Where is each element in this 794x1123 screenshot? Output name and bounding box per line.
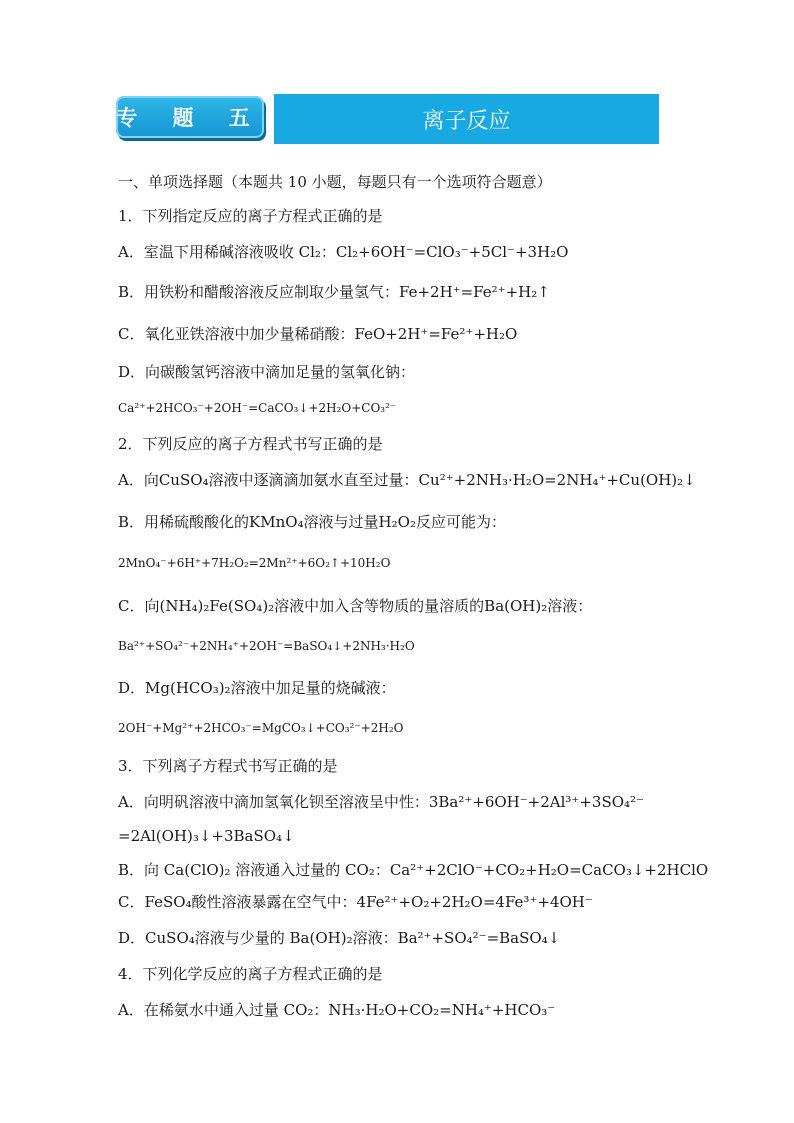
text-line: 4．下列化学反应的离子方程式正确的是 [118, 965, 383, 983]
chapter-badge: 专 题 五 [116, 96, 264, 138]
text-line: A．在稀氨水中通入过量 CO₂：NH₃·H₂O+CO₂=NH₄⁺+HCO₃⁻ [118, 1001, 556, 1019]
text-line: C．FeSO₄酸性溶液暴露在空气中：4Fe²⁺+O₂+2H₂O=4Fe³⁺+4OH⁻ [118, 893, 593, 911]
text-line: D．Mg(HCO₃)₂溶液中加足量的烧碱液： [118, 679, 396, 697]
equation-line: 2OH⁻+Mg²⁺+2HCO₃⁻=MgCO₃↓+CO₃²⁻+2H₂O [118, 721, 404, 735]
text-line: C．向(NH₄)₂Fe(SO₄)₂溶液中加入含等物质的量溶质的Ba(OH)₂溶液： [118, 597, 593, 615]
text-line: C．氧化亚铁溶液中加少量稀硝酸：FeO+2H⁺=Fe²⁺+H₂O [118, 325, 518, 343]
text-line: 一、单项选择题（本题共 10 小题，每题只有一个选项符合题意） [118, 173, 552, 191]
text-line: 1．下列指定反应的离子方程式正确的是 [118, 207, 383, 225]
text-line: A．向CuSO₄溶液中逐滴滴加氨水直至过量：Cu²⁺+2NH₃·H₂O=2NH₄⁺+Cu(OH)₂↓ [118, 471, 696, 489]
equation-line: Ca²⁺+2HCO₃⁻+2OH⁻=CaCO₃↓+2H₂O+CO₃²⁻ [118, 401, 397, 415]
chapter-header [116, 94, 659, 144]
text-line: =2Al(OH)₃↓+3BaSO₄↓ [118, 827, 295, 845]
text-line: B．向 Ca(ClO)₂ 溶液通入过量的 CO₂：Ca²⁺+2ClO⁻+CO₂+H₂O=CaCO₃↓+2HClO [118, 861, 709, 879]
text-line: 3．下列离子方程式书写正确的是 [118, 757, 338, 775]
equation-line: Ba²⁺+SO₄²⁻+2NH₄⁺+2OH⁻=BaSO₄↓+2NH₃·H₂O [118, 639, 415, 653]
chapter-title: 离子反应 [274, 94, 659, 144]
text-line: D．CuSO₄溶液与少量的 Ba(OH)₂溶液：Ba²⁺+SO₄²⁻=BaSO₄↓ [118, 929, 561, 947]
equation-line: 2MnO₄⁻+6H⁺+7H₂O₂=2Mn²⁺+6O₂↑+10H₂O [118, 556, 391, 570]
text-line: B．用稀硫酸酸化的KMnO₄溶液与过量H₂O₂反应可能为： [118, 513, 506, 531]
text-line: 2．下列反应的离子方程式书写正确的是 [118, 435, 383, 453]
text-line: A．室温下用稀碱溶液吸收 Cl₂：Cl₂+6OH⁻=ClO₃⁻+5Cl⁻+3H₂O [118, 243, 569, 261]
text-line: B．用铁粉和醋酸溶液反应制取少量氢气：Fe+2H⁺=Fe²⁺+H₂↑ [118, 283, 550, 301]
text-line: A．向明矾溶液中滴加氢氧化钡至溶液呈中性：3Ba²⁺+6OH⁻+2Al³⁺+3SO₄²⁻ [118, 793, 644, 811]
text-line: D．向碳酸氢钙溶液中滴加足量的氢氧化钠： [118, 363, 416, 381]
